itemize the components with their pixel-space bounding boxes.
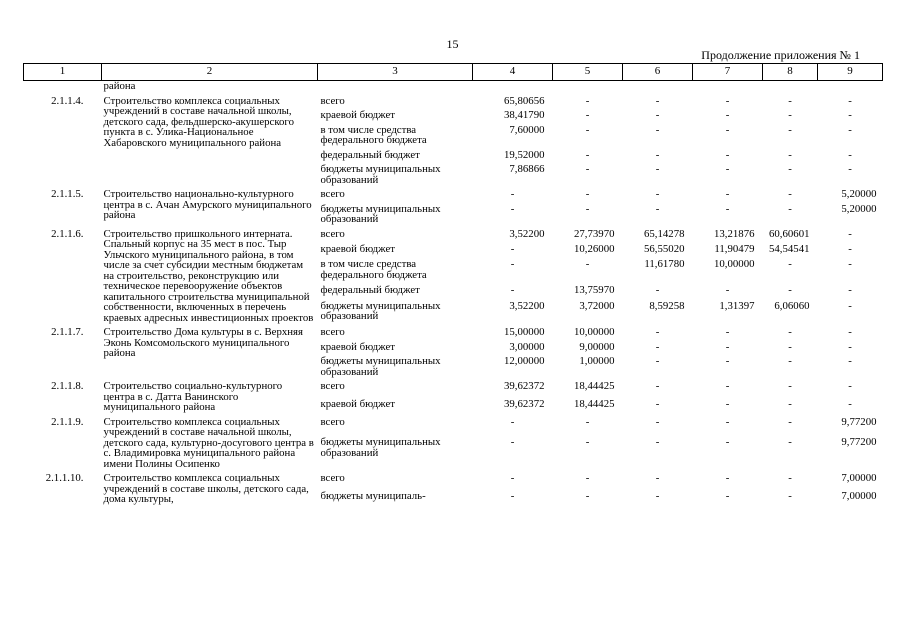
value-cell: - [725, 472, 730, 484]
value-cell: - [510, 489, 515, 502]
funding-source: всего [320, 472, 345, 484]
value-cell: - [725, 148, 730, 161]
value-cell: 15,00000 [504, 326, 545, 338]
funding-source: федеральный бюджет [320, 284, 420, 297]
value-cell: - [655, 355, 660, 367]
value-cell: - [788, 109, 792, 121]
value-cell: - [655, 94, 660, 107]
value-cell: 60,60601 [769, 227, 810, 240]
value-cell: 7,00000 [841, 489, 877, 502]
value-cell: - [848, 380, 852, 392]
value-cell: - [788, 489, 792, 502]
value-cell: - [725, 94, 730, 107]
value-cell: 1,00000 [579, 355, 615, 367]
value-cell: - [655, 489, 660, 502]
value-cell: 3,52200 [509, 299, 545, 312]
table-row [24, 225, 883, 240]
value-cell: - [725, 123, 730, 136]
item-code: 2.1.1.4. [51, 94, 84, 107]
value-cell: - [788, 415, 792, 428]
value-cell: - [725, 397, 730, 410]
value-cell: - [725, 202, 730, 215]
value-cell: - [848, 258, 852, 271]
value-cell: - [510, 188, 515, 200]
value-cell: - [725, 489, 730, 502]
item-code: 2.1.1.7. [51, 326, 84, 338]
value-cell: - [725, 109, 730, 121]
continuation-label: Продолжение приложения № 1 [701, 48, 860, 62]
funding-source: краевой бюджет [320, 109, 395, 121]
value-cell: 39,62372 [504, 397, 545, 410]
funding-source: бюджеты муниципальных образований [320, 299, 441, 323]
value-cell: - [585, 94, 590, 107]
value-cell: - [725, 284, 730, 297]
value-cell: 8,59258 [649, 299, 685, 312]
value-cell: 9,77200 [841, 436, 877, 449]
value-cell: - [848, 227, 852, 240]
value-cell: - [510, 258, 515, 271]
value-cell: 5,20000 [841, 188, 877, 200]
value-cell: - [788, 436, 792, 449]
item-name: Строительство национально-культурного центра в с. Ачан Амурского муниципального района [103, 188, 312, 221]
header-cell: 9 [818, 64, 883, 81]
value-cell: 10,00000 [714, 258, 755, 271]
value-cell: 65,14278 [644, 227, 685, 240]
value-cell: - [655, 163, 660, 175]
funding-source: федеральный бюджет [320, 148, 420, 161]
funding-source: всего [320, 94, 345, 107]
value-cell: - [655, 109, 660, 121]
value-cell: - [848, 109, 852, 121]
value-cell: 27,73970 [574, 227, 615, 240]
value-cell: 13,21876 [714, 227, 755, 240]
value-cell: - [788, 326, 792, 338]
funding-source: бюджеты муниципальных образований [320, 163, 441, 186]
value-cell: - [788, 188, 792, 200]
value-cell: - [788, 94, 792, 107]
table-row [24, 469, 883, 487]
funding-source: всего [320, 326, 345, 338]
value-cell: 10,26000 [574, 242, 615, 255]
value-cell: - [585, 163, 590, 175]
value-cell: - [655, 188, 660, 200]
item-name: Строительство комплекса социальных учреждений в составе школы, детского сада, дома культуры, [103, 472, 309, 505]
funding-source: в том числе средства федерального бюджета [320, 123, 427, 146]
value-cell: 5,20000 [841, 202, 877, 215]
funding-source: краевой бюджет [320, 340, 395, 353]
value-cell: - [848, 163, 852, 175]
value-cell: - [788, 284, 792, 297]
header-cell: 4 [473, 64, 553, 81]
value-cell: - [725, 380, 730, 392]
value-cell: 39,62372 [504, 380, 545, 392]
value-cell: - [848, 355, 852, 367]
header-cell: 1 [24, 64, 102, 81]
value-cell: - [585, 258, 590, 271]
value-cell: - [788, 355, 792, 367]
value-cell: - [655, 472, 660, 484]
funding-source: всего [320, 415, 345, 428]
value-cell: - [848, 284, 852, 297]
value-cell: - [788, 148, 792, 161]
value-cell: - [585, 123, 590, 136]
value-cell: - [848, 242, 852, 255]
value-cell: - [848, 299, 852, 312]
header-cell: 2 [102, 64, 318, 81]
value-cell: - [585, 415, 590, 428]
item-name: Строительство комплекса социальных учреждений в составе начальной школы, детского сада, культурно-досугового центра в с. Владимировка муниципального района имени Полины Осипенко [103, 415, 314, 470]
value-cell: - [725, 326, 730, 338]
item-code: 2.1.1.6. [51, 227, 84, 240]
value-cell: - [655, 123, 660, 136]
value-cell: - [655, 148, 660, 161]
header-row [24, 64, 883, 81]
value-cell: 38,41790 [504, 109, 545, 121]
value-cell: - [655, 415, 660, 428]
value-cell: - [788, 380, 792, 392]
carryover-text: района [103, 80, 136, 92]
value-cell: - [585, 436, 590, 449]
value-cell: - [510, 242, 515, 255]
value-cell: 11,61780 [644, 258, 685, 271]
value-cell: - [788, 340, 792, 353]
item-name: Строительство пришкольного интерната. Спальный корпус на 35 мест в пос. Тыр Ульчского муниципального района, в том числе за счет субсидии местным бюджетам на строительство, реконструкцию или техническое перевооружение объектов капитального строительства муниципальной собственности, включенных в перечень краевых адресных инвестиционных проектов [103, 227, 314, 324]
value-cell: - [585, 148, 590, 161]
value-cell: 9,00000 [579, 340, 615, 353]
value-cell: - [510, 472, 515, 484]
value-cell: - [725, 436, 730, 449]
budget-table [23, 63, 883, 505]
header-cell: 8 [763, 64, 818, 81]
value-cell: 3,72000 [579, 299, 615, 312]
value-cell: - [585, 109, 590, 121]
value-cell: - [848, 148, 852, 161]
value-cell: - [848, 397, 852, 410]
funding-source: всего [320, 227, 345, 240]
table-row [24, 413, 883, 434]
table-row [24, 323, 883, 338]
funding-source: в том числе средства федерального бюджета [320, 258, 427, 281]
value-cell: 11,90479 [714, 242, 755, 255]
value-cell: 13,75970 [574, 284, 615, 297]
value-cell: - [585, 202, 590, 215]
header-cell: 6 [623, 64, 693, 81]
value-cell: - [848, 326, 852, 338]
funding-source: всего [320, 380, 345, 392]
value-cell: - [585, 188, 590, 200]
value-cell: 18,44425 [574, 380, 615, 392]
value-cell: - [510, 284, 515, 297]
value-cell: - [655, 202, 660, 215]
value-cell: - [655, 284, 660, 297]
value-cell: - [510, 202, 515, 215]
value-cell: - [848, 123, 852, 136]
item-code: 2.1.1.10. [45, 472, 84, 484]
value-cell: - [848, 340, 852, 353]
header-cell: 3 [318, 64, 473, 81]
value-cell: - [725, 188, 730, 200]
value-cell: - [655, 380, 660, 392]
funding-source: бюджеты муниципаль- [320, 489, 426, 502]
value-cell: - [725, 163, 730, 175]
table-row [24, 92, 883, 107]
value-cell: 18,44425 [574, 397, 615, 410]
value-cell: 7,86866 [509, 163, 545, 175]
carryover-row [24, 81, 883, 92]
item-code: 2.1.1.5. [51, 188, 84, 200]
value-cell: 6,06060 [774, 299, 810, 312]
value-cell: - [510, 415, 515, 428]
value-cell: - [788, 163, 792, 175]
item-name: Строительство социально-культурного центра в с. Датта Ванинского муниципального района [103, 380, 283, 413]
value-cell: 12,00000 [504, 355, 545, 367]
header-cell: 7 [693, 64, 763, 81]
value-cell: - [788, 472, 792, 484]
value-cell: 1,31397 [719, 299, 755, 312]
item-code: 2.1.1.9. [51, 415, 84, 428]
value-cell: - [655, 326, 660, 338]
value-cell: 3,52200 [509, 227, 545, 240]
item-code: 2.1.1.8. [51, 380, 84, 392]
value-cell: - [725, 415, 730, 428]
table-row [24, 185, 883, 200]
value-cell: - [788, 123, 792, 136]
funding-source: краевой бюджет [320, 397, 395, 410]
value-cell: 56,55020 [644, 242, 685, 255]
page-number: 15 [446, 37, 459, 51]
value-cell: 7,00000 [841, 472, 877, 484]
item-name: Строительство комплекса социальных учреждений в составе начальной школы, детского сада, фельдшерско-акушерского пункта в с. Улика-Национальное Хабаровского муниципального района [103, 94, 294, 149]
value-cell: 19,52000 [504, 148, 545, 161]
value-cell: - [788, 397, 792, 410]
funding-source: краевой бюджет [320, 242, 395, 255]
value-cell: - [585, 489, 590, 502]
table-row [24, 377, 883, 395]
value-cell: - [585, 472, 590, 484]
value-cell: - [655, 436, 660, 449]
funding-source: бюджеты муниципальных образований [320, 436, 441, 459]
header-cell: 5 [553, 64, 623, 81]
value-cell: - [848, 94, 852, 107]
value-cell: 65,80656 [504, 94, 545, 107]
item-name: Строительство Дома культуры в с. Верхняя Эконь Комсомольского муниципального района [103, 326, 303, 359]
funding-source: бюджеты муниципальных образований [320, 355, 441, 378]
value-cell: 7,60000 [509, 123, 545, 136]
value-cell: - [725, 340, 730, 353]
funding-source: бюджеты муниципальных образований [320, 202, 441, 225]
value-cell: - [510, 436, 515, 449]
value-cell: - [655, 397, 660, 410]
value-cell: 3,00000 [509, 340, 545, 353]
value-cell: - [788, 258, 792, 271]
value-cell: - [788, 202, 792, 215]
funding-source: всего [320, 188, 345, 200]
value-cell: 9,77200 [841, 415, 877, 428]
value-cell: 54,54541 [769, 242, 810, 255]
value-cell: 10,00000 [574, 326, 615, 338]
value-cell: - [725, 355, 730, 367]
value-cell: - [655, 340, 660, 353]
